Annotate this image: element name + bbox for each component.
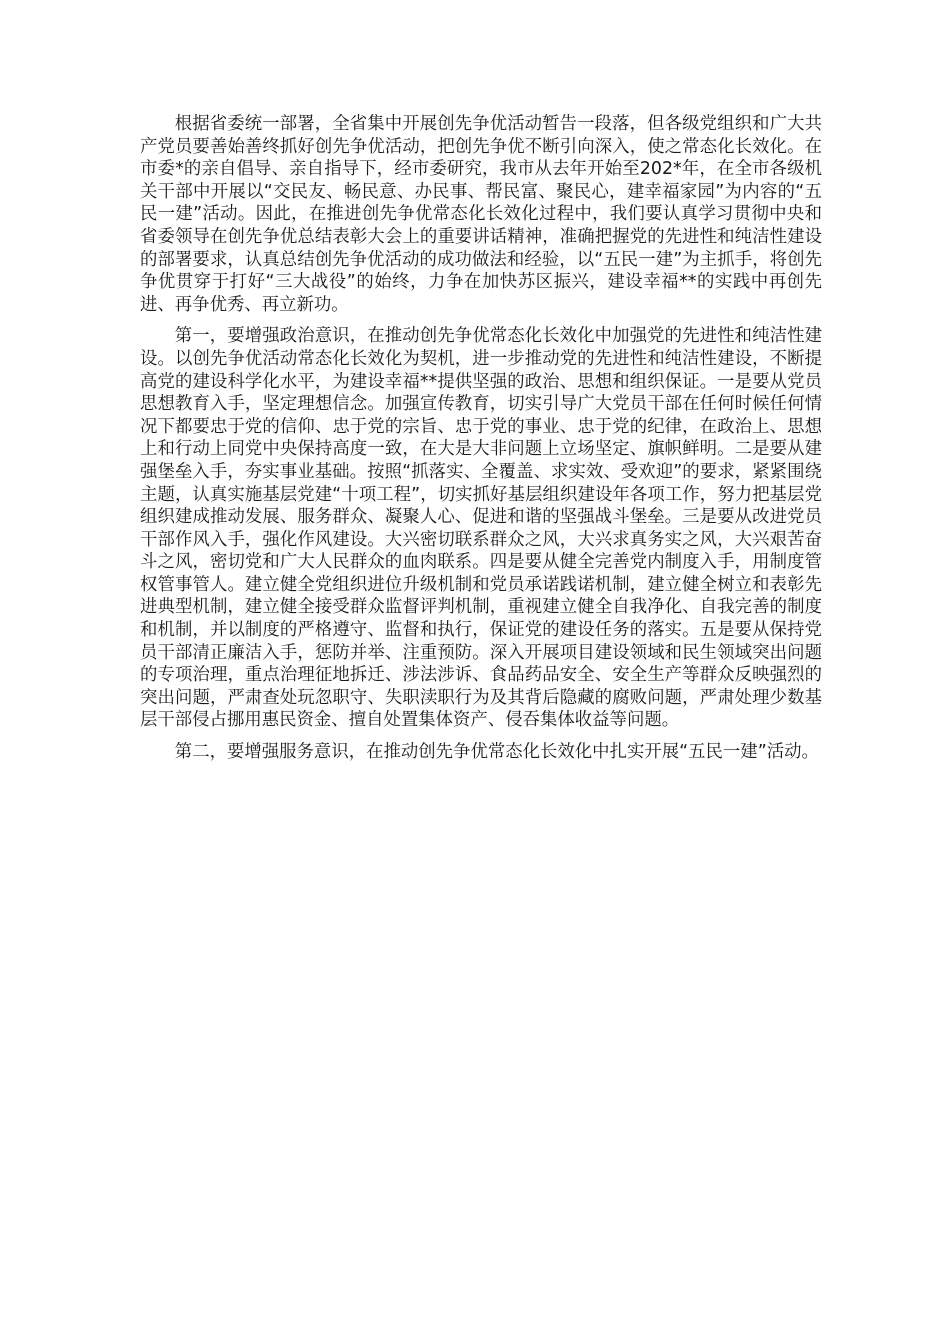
document-body	[140, 113, 822, 773]
paragraph-intro: 根据省委统一部署，全省集中开展创先争优活动暂告一段落，但各级党组织和广大共产党员要善始善终抓好创先争优活动，把创先争优不断引向深入，使之常态化长效化。在市委*的亲自倡导、亲自指导下，经市委研究，我市从去年开始至202*年，在全市各级机关干部中开展以“交民友、畅民意、办民事、帮民富、聚民心，建幸福家园”为内容的“五民一建”活动。因此，在推进创先争优常态化长效化过程中，我们要认真学习贯彻中央和省委领导在创先争优总结表彰大会上的重要讲话精神，准确把握党的先进性和纯洁性建设的部署要求，认真总结创先争优活动的成功做法和经验，以“五民一建”为主抓手，将创先争优贯穿于打好“三大战役”的始终，力争在加快苏区振兴，建设幸福**的实践中再创先进、再争优秀、再立新功。	[140, 114, 822, 315]
paragraph-second-point: 第二，要增强服务意识，在推动创先争优常态化长效化中扎实开展“五民一建”活动。	[174, 742, 819, 763]
paragraph-first-point: 第一，要增强政治意识，在推动创先争优常态化长效化中加强党的先进性和纯洁性建设。以创先争优活动常态化长效化为契机，进一步推动党的先进性和纯洁性建设，不断提高党的建设科学化水平，为建设幸福**提供坚强的政治、思想和组织保证。一是要从党员思想教育入手，坚定理想信念。加强宣传教育，切实引导广大党员干部在任何时候任何情况下都要忠于党的信仰、忠于党的宗旨、忠于党的事业、忠于党的纪律，在政治上、思想上和行动上同党中央保持高度一致，在大是大非问题上立场坚定、旗帜鲜明。二是要从建强堡垒入手，夯实事业基础。按照“抓落实、全覆盖、求实效、受欢迎”的要求，紧紧围绕主题，认真实施基层党建“十项工程”，切实抓好基层组织建设年各项工作，努力把基层党组织建成推动发展、服务群众、凝聚人心、促进和谐的坚强战斗堡垒。三是要从改进党员干部作风入手，强化作风建设。大兴密切联系群众之风，大兴求真务实之风，大兴艰苦奋斗之风，密切党和广大人民群众的血肉联系。四是要从健全完善党内制度入手，用制度管权管事管人。建立健全党组织进位升级机制和党员承诺践诺机制，建立健全树立和表彰先进典型机制，建立健全接受群众监督评判机制，重视建立健全自我净化、自我完善的制度和机制，并以制度的严格遵守、监督和执行，保证党的建设任务的落实。五是要从保持党员干部清正廉洁入手，惩防并举、注重预防。深入开展项目建设领域和民生领域突出问题的专项治理，重点治理征地拆迁、涉法涉诉、食品药品安全、安全生产等群众反映强烈的突出问题，严肃查处玩忽职守、失职渎职行为及其背后隐藏的腐败问题，严肃处理少数基层干部侵占挪用惠民资金、擅自处置集体资产、侵吞集体收益等问题。	[140, 326, 822, 731]
